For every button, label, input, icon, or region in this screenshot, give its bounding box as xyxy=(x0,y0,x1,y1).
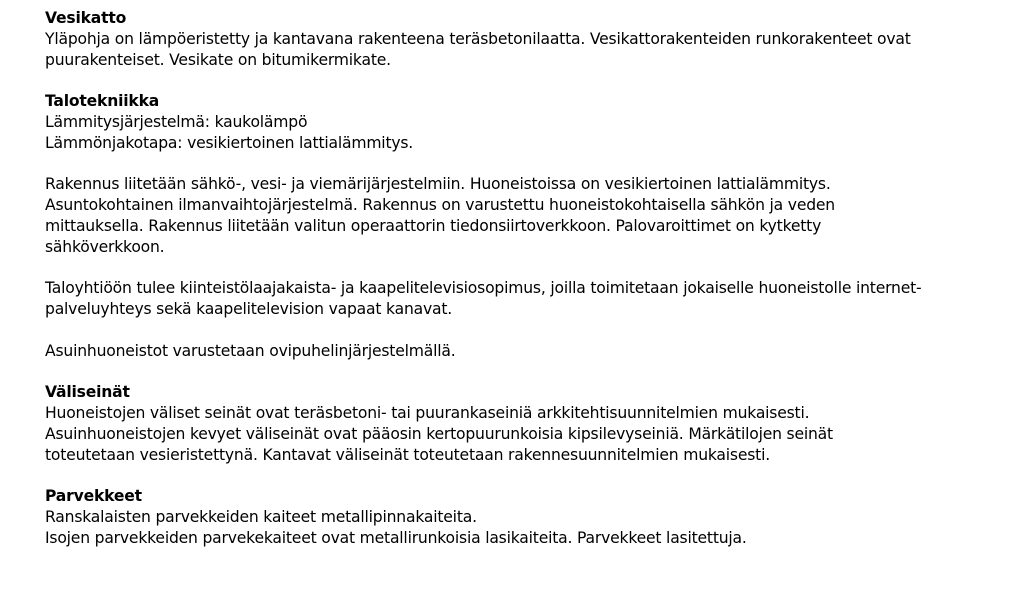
section-heading: Vesikatto xyxy=(45,9,127,27)
text-line: Asuinhuoneistojen kevyet väliseinät ovat pääosin kertopuurunkoisia kipsilevyseiniä. Märkätilojen seinät xyxy=(45,424,833,443)
section-heading: Väliseinät xyxy=(45,383,130,402)
text-line: Isojen parvekkeiden parvekekaiteet ovat metallirunkoisia lasikaiteita. Parvekkeet lasitettuja. xyxy=(45,528,747,547)
text-line: Taloyhtiöön tulee kiinteistölaajakaista- ja kaapelitelevisiosopimus, joilla toimitetaan jokaiselle huoneistolle internet- xyxy=(45,279,922,298)
text-line: sähköverkkoon. xyxy=(45,237,165,256)
text-line: Lämmitysjärjestelmä: kaukolämpö xyxy=(45,112,308,131)
section-paragraph xyxy=(45,403,1005,465)
text-line: Asuntokohtainen ilmanvaihtojärjestelmä. Rakennus on varustettu huoneistokohtaisella sähkön ja veden xyxy=(45,196,835,215)
text-line: Asuinhuoneistot varustetaan ovipuhelinjärjestelmällä. xyxy=(45,341,456,360)
section-heading: Parvekkeet xyxy=(45,487,142,506)
section-paragraph xyxy=(45,341,1005,362)
section-valiseinat xyxy=(45,382,1005,465)
section-vesikatto xyxy=(45,8,1005,70)
text-line: palveluyhteys sekä kaapelitelevision vapaat kanavat. xyxy=(45,300,453,319)
section-paragraph xyxy=(45,174,1005,257)
text-line: Ranskalaisten parvekkeiden kaiteet metallipinnakaiteita. xyxy=(45,508,477,527)
text-line: mittauksella. Rakennus liitetään valitun operaattorin tiedonsiirtoverkkoon. Palovaroittimet on kytketty xyxy=(45,216,822,235)
section-ovipuhelin xyxy=(45,341,1005,362)
text-line: Huoneistojen väliset seinät ovat teräsbetoni- tai puurankaseiniä arkkitehtisuunnitelmien mukaisesti. xyxy=(45,404,810,423)
text-line: toteutetaan vesieristettynä. Kantavat väliseinät toteutetaan rakennesuunnitelmien mukaisesti. xyxy=(45,445,770,464)
text-line: Yläpohja on lämpöeristetty ja kantavana rakenteena teräsbetonilaatta. Vesikattorakenteiden runkorakenteet ovat xyxy=(45,29,911,48)
section-heading: Talotekniikka xyxy=(45,92,160,111)
section-paragraph xyxy=(45,29,1005,71)
section-liitannat xyxy=(45,174,1005,257)
text-line: Lämmönjakotapa: vesikiertoinen lattialämmitys. xyxy=(45,133,414,152)
section-paragraph xyxy=(45,278,1005,320)
section-talotekniikka xyxy=(45,91,1005,153)
text-line: Rakennus liitetään sähkö-, vesi- ja viemärijärjestelmiin. Huoneistoissa on vesikiertoinen lattialämmitys. xyxy=(45,175,831,194)
section-paragraph xyxy=(45,112,1005,154)
text-line: puurakenteiset. Vesikate on bitumikermikate. xyxy=(45,50,391,69)
section-laajakaista xyxy=(45,278,1005,320)
section-paragraph xyxy=(45,507,1005,549)
section-parvekkeet xyxy=(45,486,1005,548)
